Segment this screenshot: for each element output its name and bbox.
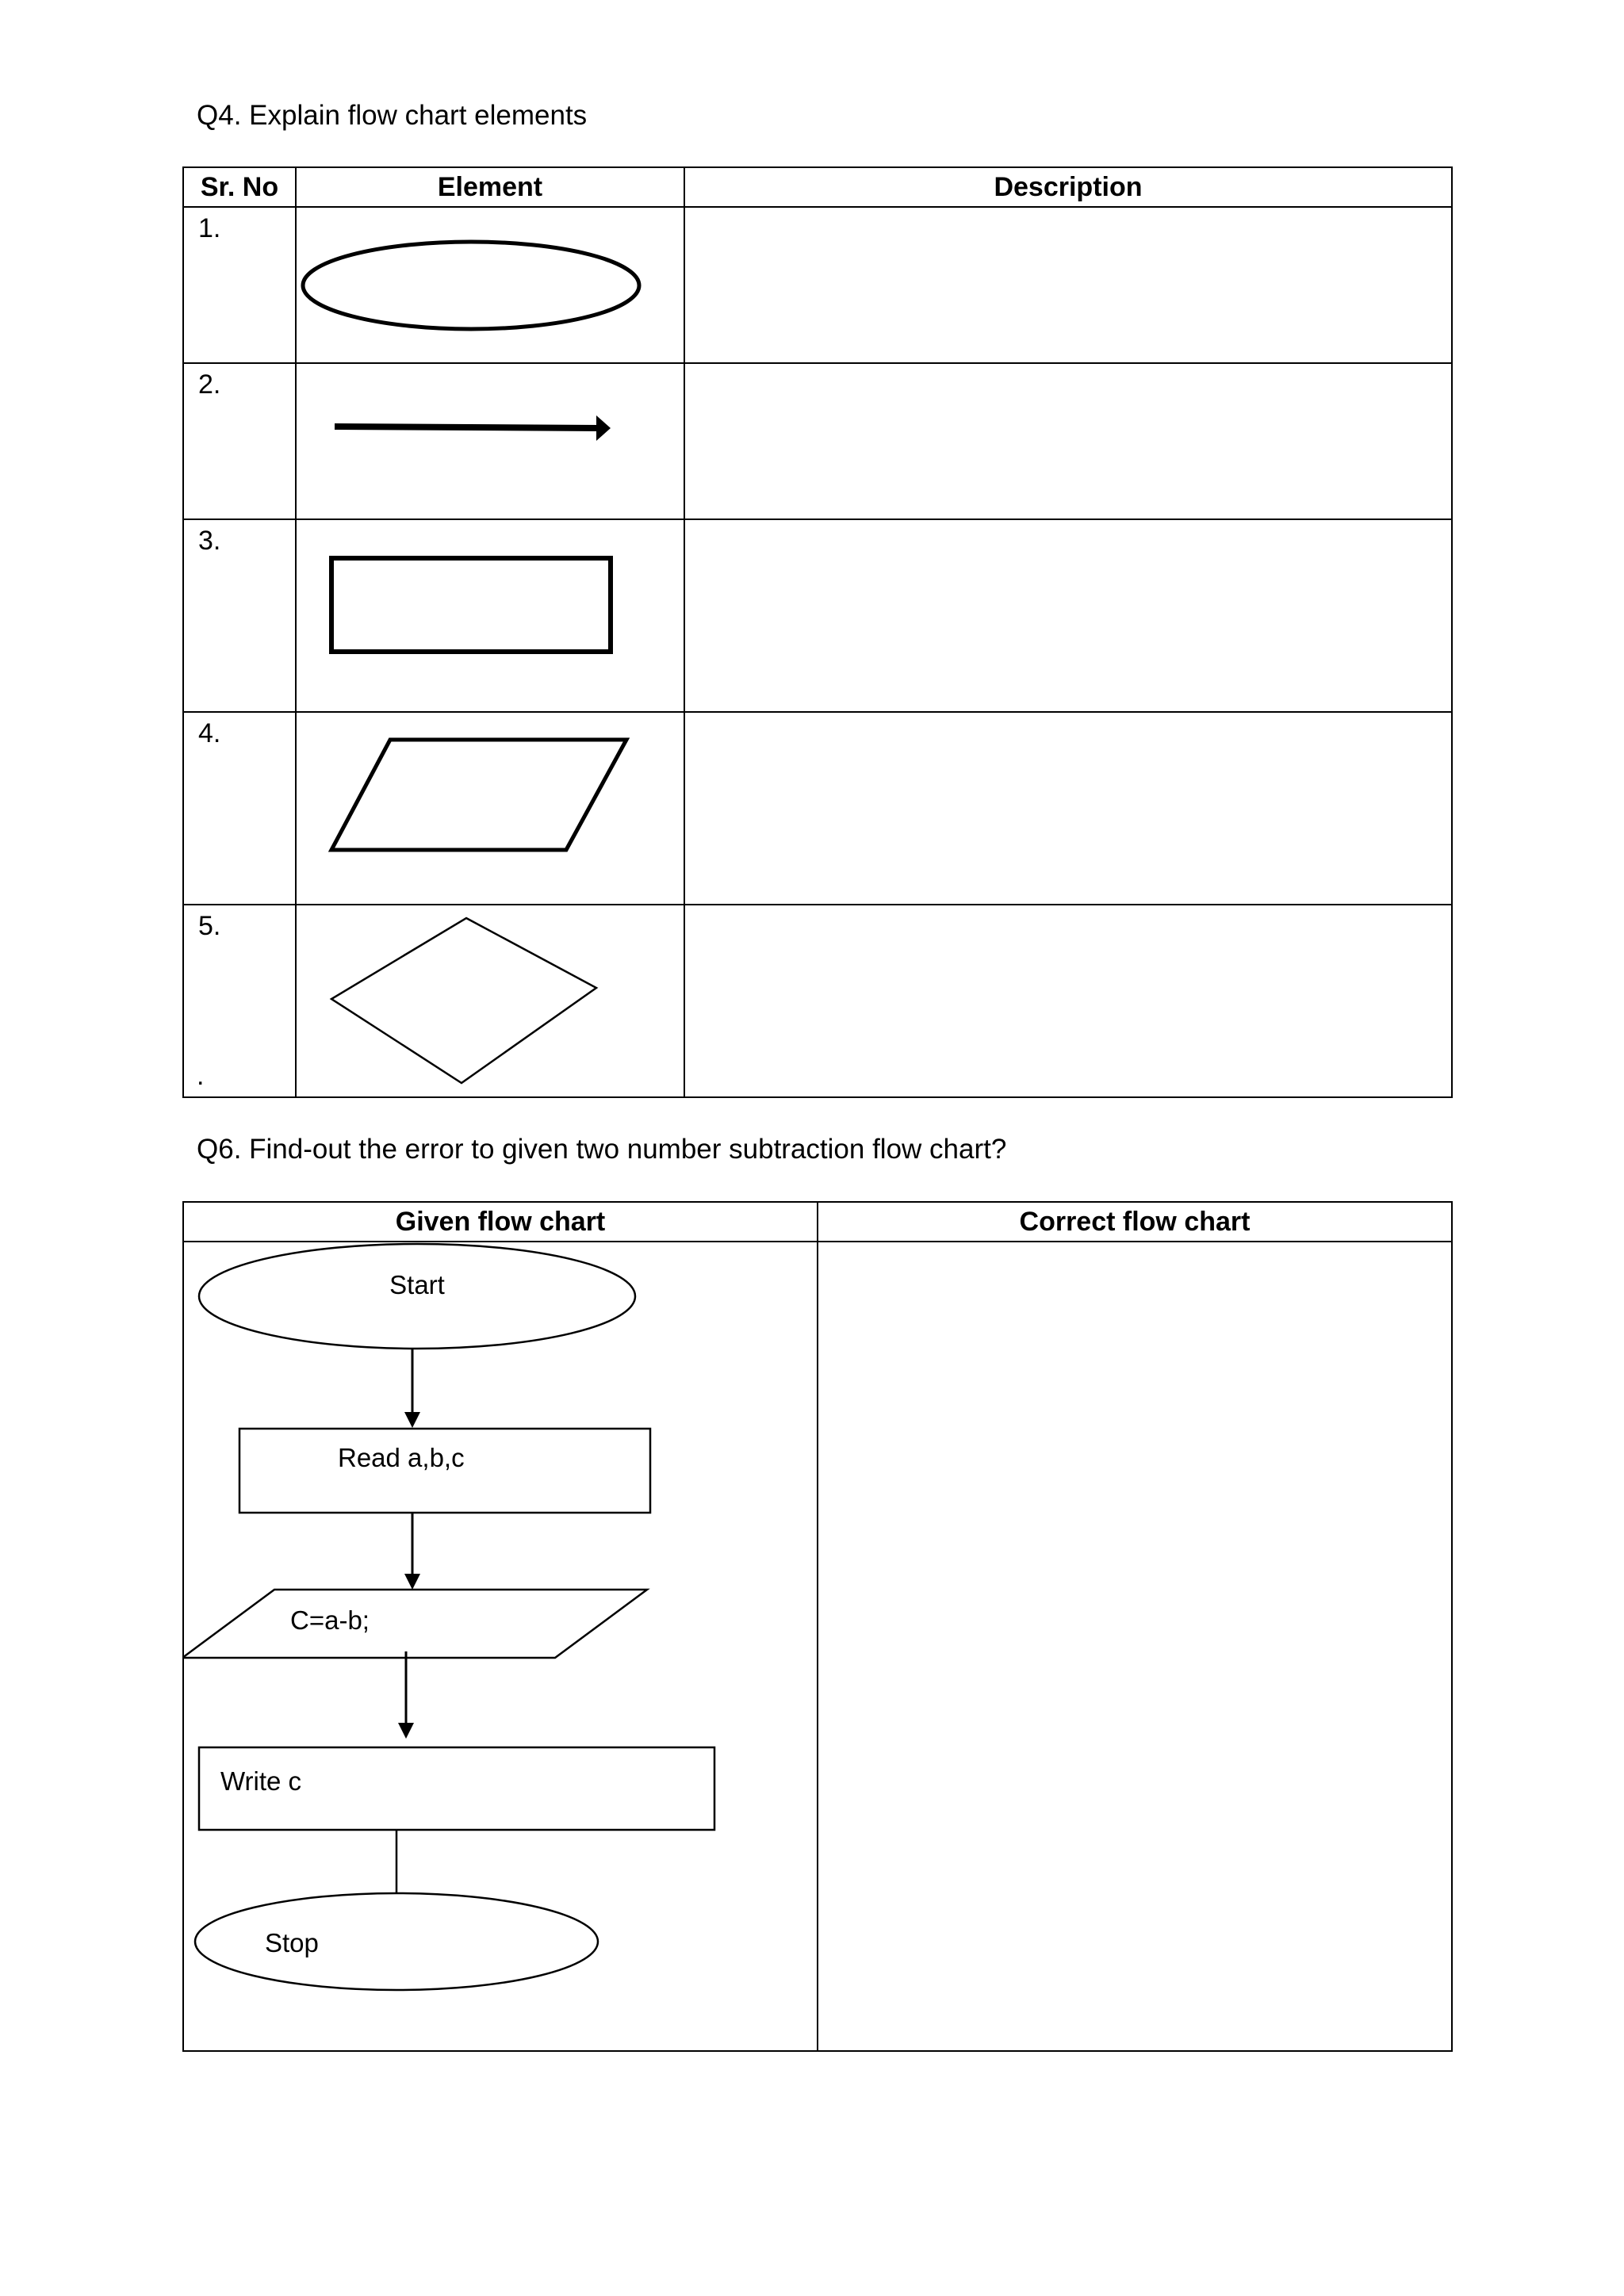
element-cell bbox=[296, 712, 684, 905]
row-number: 4. bbox=[183, 712, 296, 905]
table-row bbox=[183, 363, 1452, 519]
process-node bbox=[182, 1590, 647, 1658]
read-label: Read a,b,c bbox=[338, 1443, 465, 1472]
row-number: 2. bbox=[183, 363, 296, 519]
element-cell bbox=[296, 207, 684, 363]
header-element: Element bbox=[296, 167, 684, 207]
description-cell[interactable] bbox=[684, 363, 1452, 519]
table-row bbox=[183, 207, 1452, 363]
process-rectangle-shape bbox=[297, 520, 685, 705]
process-label: C=a-b; bbox=[290, 1605, 370, 1635]
element-cell bbox=[296, 519, 684, 712]
correct-flowchart-cell[interactable] bbox=[818, 1242, 1452, 2051]
separator-dot: . bbox=[197, 1061, 205, 1091]
table-row bbox=[183, 905, 1452, 1097]
row-number: 1. bbox=[183, 207, 296, 363]
decision-diamond-shape bbox=[297, 905, 685, 1090]
given-flowchart-diagram bbox=[182, 1201, 817, 2050]
description-cell[interactable] bbox=[684, 207, 1452, 363]
header-description: Description bbox=[684, 167, 1452, 207]
flowchart-elements-table bbox=[182, 166, 1453, 1098]
header-given-flowchart: Given flow chart bbox=[183, 1202, 818, 1242]
input-output-parallelogram-shape bbox=[297, 713, 685, 897]
header-srno: Sr. No bbox=[183, 167, 296, 207]
terminal-ellipse-shape bbox=[297, 208, 685, 356]
description-cell[interactable] bbox=[684, 712, 1452, 905]
element-cell bbox=[296, 363, 684, 519]
start-node bbox=[199, 1244, 635, 1349]
element-cell bbox=[296, 905, 684, 1097]
description-cell[interactable] bbox=[684, 905, 1452, 1097]
table-row bbox=[183, 519, 1452, 712]
q4-title: Q4. Explain flow chart elements bbox=[197, 100, 588, 131]
connector-arrow bbox=[398, 1651, 414, 1739]
write-node bbox=[199, 1747, 714, 1830]
connector-arrow bbox=[404, 1349, 420, 1428]
stop-node bbox=[195, 1893, 598, 1990]
write-label: Write c bbox=[220, 1766, 302, 1796]
row-number: 3. bbox=[183, 519, 296, 712]
flow-arrow-shape bbox=[297, 364, 685, 512]
description-cell[interactable] bbox=[684, 519, 1452, 712]
stop-label: Stop bbox=[265, 1928, 319, 1957]
row-number: 5. bbox=[183, 905, 296, 1097]
connector-arrow bbox=[404, 1513, 420, 1590]
table-row bbox=[183, 712, 1452, 905]
header-correct-flowchart: Correct flow chart bbox=[818, 1202, 1452, 1242]
q6-title: Q6. Find-out the error to given two number subtraction flow chart? bbox=[197, 1134, 1007, 1165]
read-node bbox=[239, 1429, 650, 1513]
start-label: Start bbox=[389, 1270, 445, 1299]
